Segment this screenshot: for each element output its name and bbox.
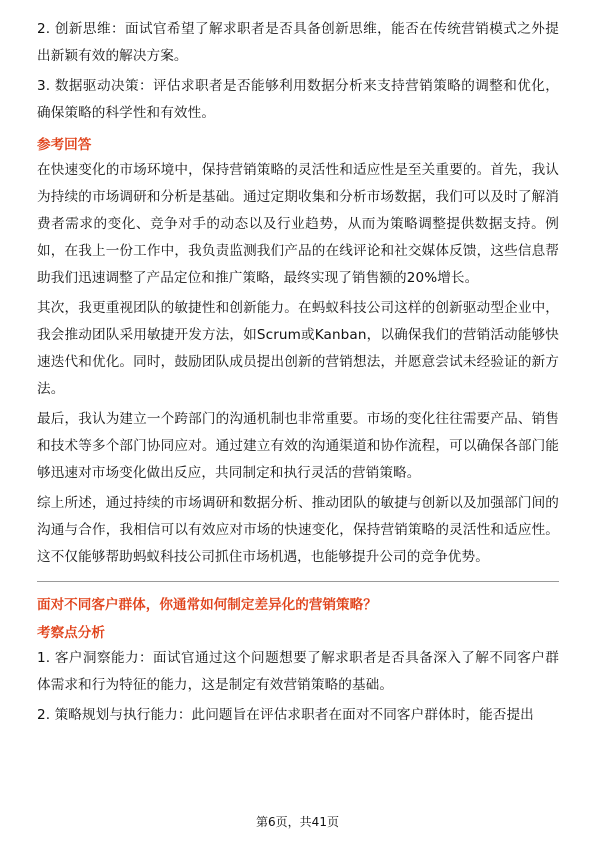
document-page [37,16,559,732]
question-heading: 面对不同客户群体，你通常如何制定差异化的营销策略？ [37,597,377,613]
answer-paragraph: 其次，我更重视团队的敏捷性和创新能力。在蚂蚁科技公司这样的创新驱动型企业中，我会推动团队采用敏捷开发方法，如Scrum或Kanban，以确保我们的营销活动能够快速迭代和优化。同时，鼓励团队成员提出创新的营销想法，并愿意尝试未经验证的新方法。 [37,300,559,397]
answer-paragraph: 最后，我认为建立一个跨部门的沟通机制也非常重要。市场的变化往往需要产品、销售和技术等多个部门协同应对。通过建立有效的沟通渠道和协作流程，可以确保各部门能够迅速对市场变化做出反应，共同制定和执行灵活的营销策略。 [37,411,559,481]
reference-answer-label: 参考回答 [37,137,92,153]
section-divider [37,581,559,582]
answer-paragraph: 在快速变化的市场环境中，保持营销策略的灵活性和适应性是至关重要的。首先，我认为持续的市场调研和分析是基础。通过定期收集和分析市场数据，我们可以及时了解消费者需求的变化、竞争对手的动态以及行业趋势，从而为策略调整提供数据支持。例如，在我上一份工作中，我负责监测我们产品的在线评论和社交媒体反馈，这些信息帮助我们迅速调整了产品定位和推广策略，最终实现了销售额的20%增长。 [37,162,559,286]
answer-paragraph: 综上所述，通过持续的市场调研和数据分析、推动团队的敏捷与创新以及加强部门间的沟通与合作，我相信可以有效应对市场的快速变化，保持营销策略的灵活性和适应性。这不仅能够帮助蚂蚁科技公司抓住市场机遇，也能够提升公司的竞争优势。 [37,495,559,565]
intro-item-data-driven: 3. 数据驱动决策：评估求职者是否能够利用数据分析来支持营销策略的调整和优化，确保策略的科学性和有效性。 [37,78,559,121]
analysis-item-strategy-execution: 2. 策略规划与执行能力：此问题旨在评估求职者在面对不同客户群体时，能否提出 [37,707,534,723]
analysis-label: 考察点分析 [37,625,105,641]
page-number-footer: 第6页，共41页 [256,815,339,829]
intro-item-innovation: 2. 创新思维：面试官希望了解求职者是否具备创新思维，能否在传统营销模式之外提出新颖有效的解决方案。 [37,21,559,64]
analysis-item-customer-insight: 1. 客户洞察能力：面试官通过这个问题想要了解求职者是否具备深入了解不同客户群体需求和行为特征的能力，这是制定有效营销策略的基础。 [37,650,559,693]
